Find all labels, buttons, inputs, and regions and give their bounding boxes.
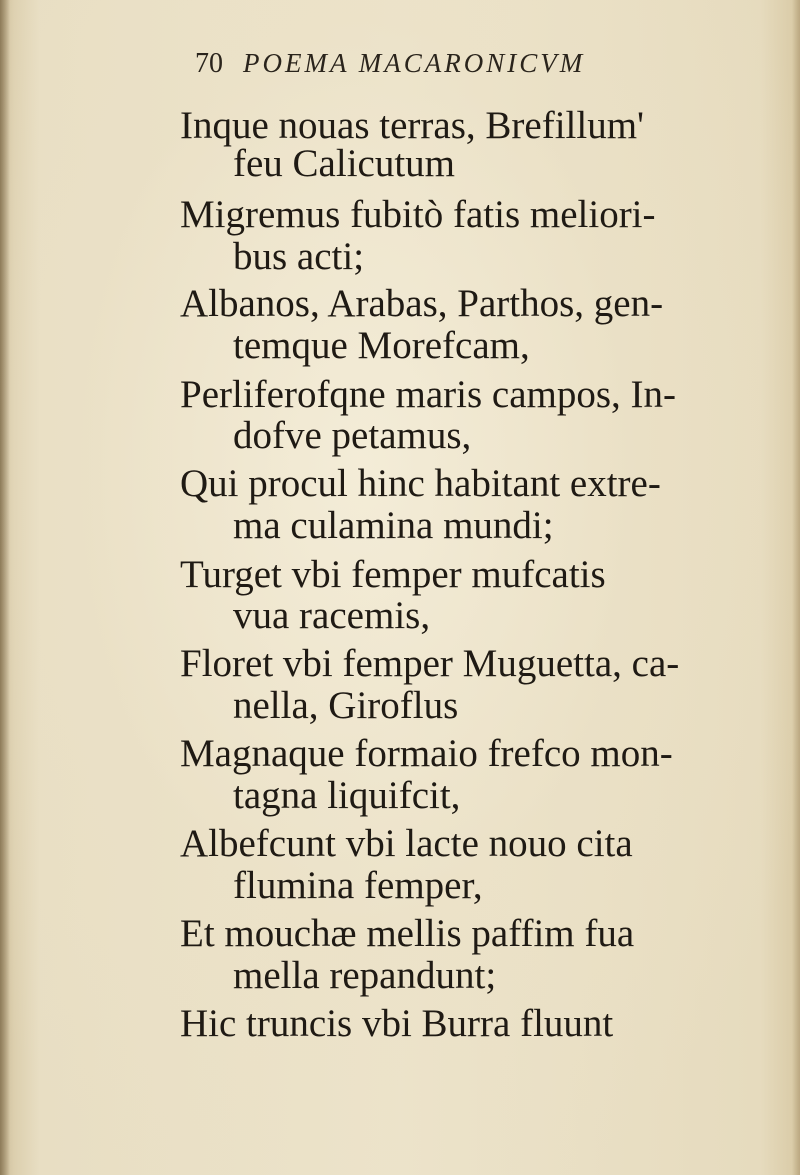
running-header <box>195 44 715 88</box>
verse-line: Magnaque formaio frefco mon- <box>180 732 673 775</box>
verse-line-continuation: feu Calicutum <box>233 142 456 185</box>
verse-line: Qui procul hinc habitant extre- <box>180 462 661 505</box>
verse-line: Hic truncis vbi Burra fluunt <box>180 1002 614 1045</box>
verse-line: Migremus fubitò fatis meliori- <box>180 193 656 236</box>
running-title: POEMA MACARONICVM <box>243 48 586 78</box>
verse-line: Albefcunt vbi lacte nouo cita <box>180 822 633 865</box>
verse-line: Floret vbi femper Muguetta, ca- <box>180 642 680 685</box>
verse-line-continuation: bus acti; <box>233 235 365 278</box>
verse-line-continuation: flumina femper, <box>233 864 483 907</box>
verse-line: Albanos, Arabas, Parthos, gen- <box>180 282 664 325</box>
verse-line-continuation: mella repandunt; <box>233 954 497 997</box>
verse-line-continuation: nella, Giroflus <box>233 684 459 727</box>
verse-line-continuation: tagna liquifcit, <box>233 774 461 817</box>
verse-line-continuation: vua racemis, <box>233 594 431 637</box>
verse-line: Inque nouas terras, Brefillum' <box>180 104 645 147</box>
verse-line-continuation: ma culamina mundi; <box>233 504 554 547</box>
verse-line: Et mouchæ mellis paffim fua <box>180 912 635 955</box>
verse-line-continuation: temque Morefcam, <box>233 324 530 367</box>
page-number: 70 <box>195 48 223 79</box>
verse-line: Turget vbi femper mufcatis <box>180 553 606 596</box>
verse-line: Perliferofqne maris campos, In- <box>180 373 676 416</box>
verse-line-continuation: dofve petamus, <box>233 414 472 457</box>
